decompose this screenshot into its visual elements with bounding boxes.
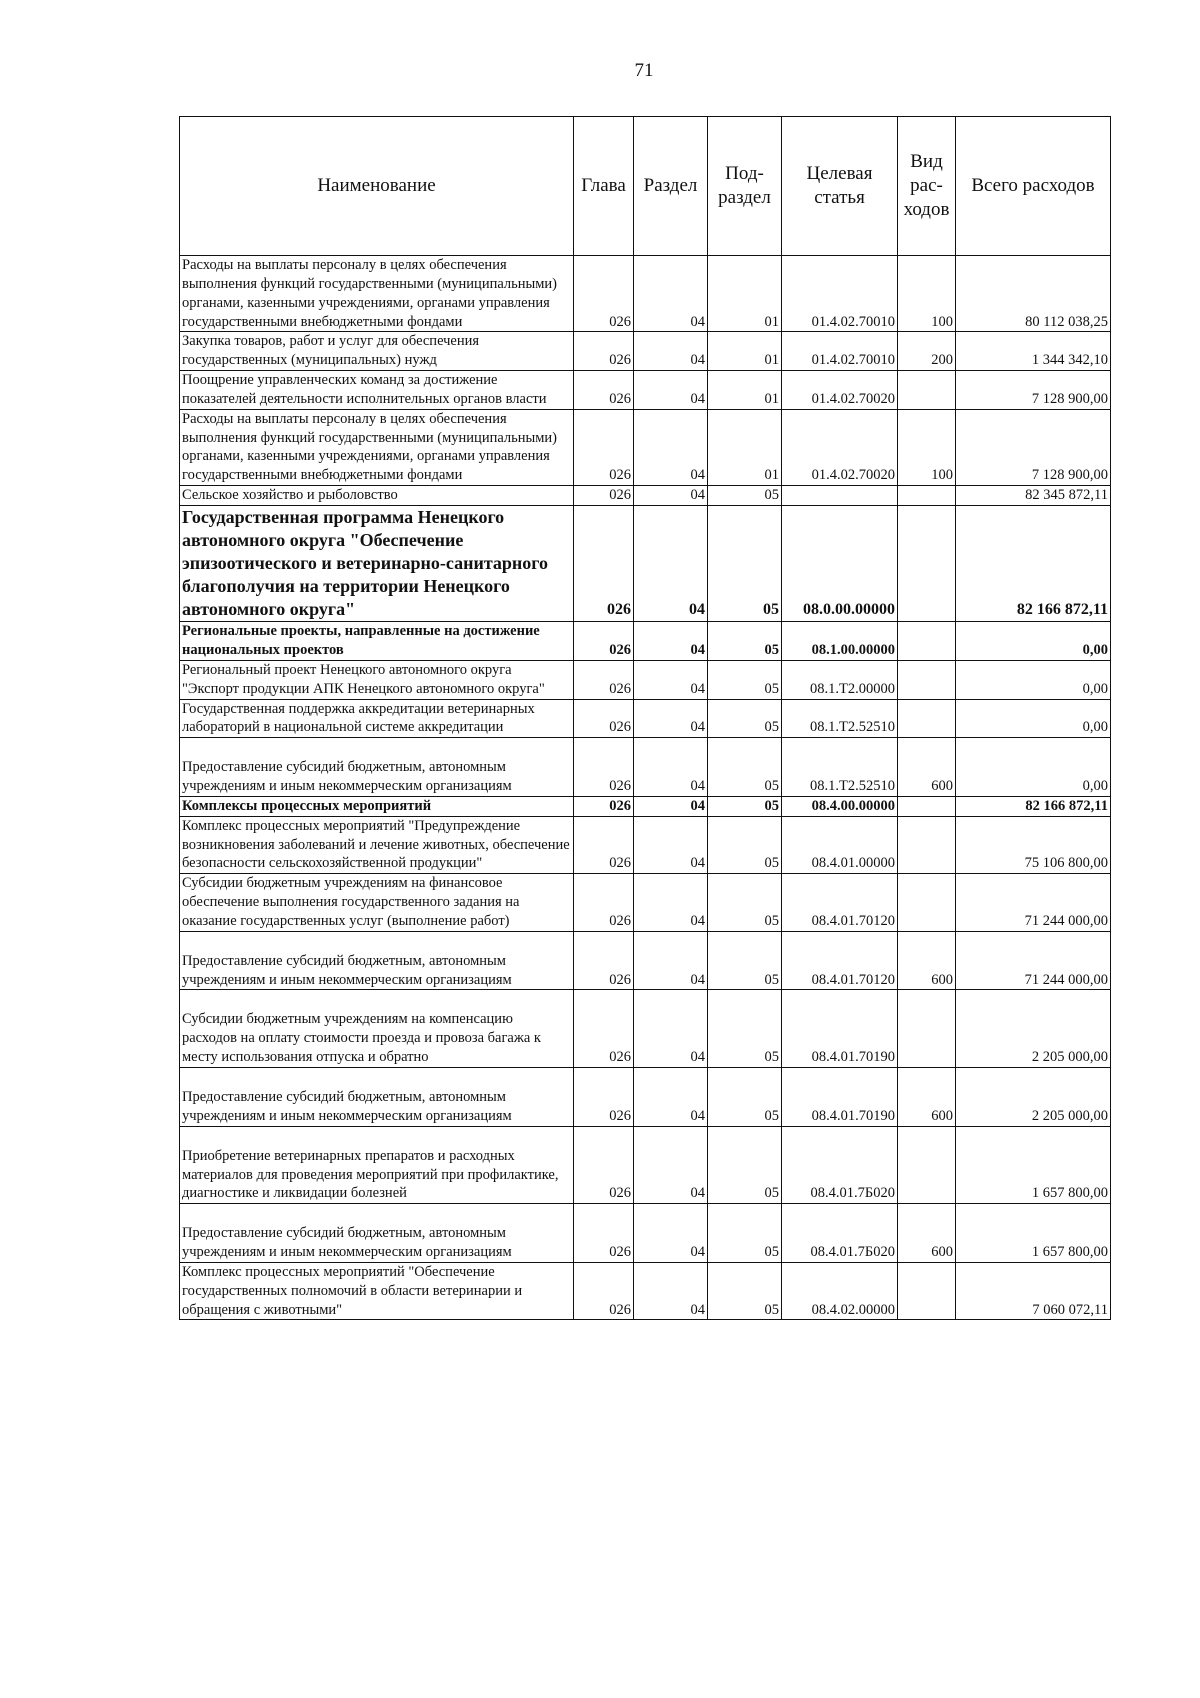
row-name: Предоставление субсидий бюджетным, автономным учреждениям и иным некоммерческим организациям (180, 931, 574, 990)
row-name: Предоставление субсидий бюджетным, автономным учреждениям и иным некоммерческим организациям (180, 1204, 574, 1263)
row-statya: 08.0.00.00000 (782, 505, 898, 621)
row-vid: 200 (898, 332, 956, 371)
budget-table (179, 116, 1111, 1320)
row-glava: 026 (574, 874, 634, 932)
row-razdel: 04 (634, 816, 708, 874)
row-total: 2 205 000,00 (956, 1068, 1111, 1127)
row-razdel: 04 (634, 371, 708, 410)
row-razdel: 04 (634, 990, 708, 1068)
row-podrazdel: 05 (708, 660, 782, 699)
row-name: Субсидии бюджетным учреждениям на компенсацию расходов на оплату стоимости проезда и провоза багажа к месту использования отпуска и обратно (180, 990, 574, 1068)
header-total-label: Всего расходов (971, 175, 1095, 197)
row-glava: 026 (574, 931, 634, 990)
row-razdel: 04 (634, 256, 708, 332)
row-glava: 026 (574, 1126, 634, 1204)
row-podrazdel: 05 (708, 1262, 782, 1320)
row-statya (782, 486, 898, 506)
row-statya: 08.1.Т2.52510 (782, 738, 898, 797)
row-razdel: 04 (634, 796, 708, 816)
table-row (180, 1262, 1111, 1320)
row-name: Субсидии бюджетным учреждениям на финансовое обеспечение выполнения государственного задания на оказание государственных услуг (выполнение работ) (180, 874, 574, 932)
row-vid (898, 1262, 956, 1320)
row-name: Поощрение управленческих команд за достижение показателей деятельности исполнительных органов власти (180, 371, 574, 410)
row-total: 82 345 872,11 (956, 486, 1111, 506)
row-vid (898, 796, 956, 816)
table-row (180, 486, 1111, 506)
row-total: 82 166 872,11 (956, 505, 1111, 621)
header-vid-label: Вид рас- ходов (903, 151, 950, 220)
row-statya: 08.4.01.70190 (782, 1068, 898, 1127)
row-total: 7 060 072,11 (956, 1262, 1111, 1320)
header-glava (574, 117, 634, 256)
table-row (180, 1068, 1111, 1127)
table-row (180, 1126, 1111, 1204)
row-statya: 08.1.00.00000 (782, 622, 898, 661)
row-podrazdel: 05 (708, 738, 782, 797)
table-row (180, 371, 1111, 410)
row-vid (898, 622, 956, 661)
header-glava-label: Глава (581, 175, 626, 197)
row-vid: 600 (898, 1068, 956, 1127)
row-podrazdel: 05 (708, 796, 782, 816)
row-razdel: 04 (634, 1262, 708, 1320)
row-razdel: 04 (634, 660, 708, 699)
table-row (180, 990, 1111, 1068)
row-statya: 08.4.01.7Б020 (782, 1204, 898, 1263)
table-row (180, 796, 1111, 816)
header-statya-label: Целевая статья (806, 163, 873, 208)
row-name: Расходы на выплаты персоналу в целях обеспечения выполнения функций государственными (муниципальными) органами, казенными учреждениями, органами управления государственными внебюджетными фондами (180, 256, 574, 332)
row-total: 0,00 (956, 622, 1111, 661)
table-row (180, 505, 1111, 621)
row-podrazdel: 05 (708, 874, 782, 932)
row-podrazdel: 01 (708, 256, 782, 332)
row-podrazdel: 05 (708, 699, 782, 738)
row-glava: 026 (574, 486, 634, 506)
row-statya: 08.4.01.00000 (782, 816, 898, 874)
row-vid: 600 (898, 1204, 956, 1263)
table-row (180, 874, 1111, 932)
header-podrazdel (708, 117, 782, 256)
row-glava: 026 (574, 816, 634, 874)
table-row (180, 816, 1111, 874)
row-glava: 026 (574, 990, 634, 1068)
row-total: 0,00 (956, 660, 1111, 699)
header-razdel (634, 117, 708, 256)
row-glava: 026 (574, 699, 634, 738)
row-podrazdel: 05 (708, 1204, 782, 1263)
row-razdel: 04 (634, 1126, 708, 1204)
row-vid (898, 660, 956, 699)
row-vid: 600 (898, 738, 956, 797)
row-glava: 026 (574, 660, 634, 699)
row-total: 75 106 800,00 (956, 816, 1111, 874)
header-name (180, 117, 574, 256)
row-vid (898, 371, 956, 410)
row-statya: 08.4.01.70120 (782, 874, 898, 932)
row-podrazdel: 05 (708, 816, 782, 874)
row-vid: 600 (898, 931, 956, 990)
row-total: 71 244 000,00 (956, 874, 1111, 932)
header-podrazdel-label: Под- раздел (718, 163, 771, 208)
row-total: 80 112 038,25 (956, 256, 1111, 332)
row-total: 0,00 (956, 738, 1111, 797)
table-row (180, 1204, 1111, 1263)
row-name: Региональный проект Ненецкого автономного округа "Экспорт продукции АПК Ненецкого автономного округа" (180, 660, 574, 699)
row-razdel: 04 (634, 505, 708, 621)
row-statya: 08.4.01.7Б020 (782, 1126, 898, 1204)
row-vid (898, 1126, 956, 1204)
table-row (180, 409, 1111, 485)
row-total: 7 128 900,00 (956, 371, 1111, 410)
row-statya: 08.4.01.70120 (782, 931, 898, 990)
row-glava: 026 (574, 505, 634, 621)
row-name: Предоставление субсидий бюджетным, автономным учреждениям и иным некоммерческим организациям (180, 1068, 574, 1127)
row-razdel: 04 (634, 874, 708, 932)
row-name: Сельское хозяйство и рыболовство (180, 486, 574, 506)
table-row (180, 931, 1111, 990)
row-podrazdel: 01 (708, 332, 782, 371)
row-razdel: 04 (634, 332, 708, 371)
row-glava: 026 (574, 371, 634, 410)
row-razdel: 04 (634, 1068, 708, 1127)
row-glava: 026 (574, 409, 634, 485)
row-podrazdel: 05 (708, 931, 782, 990)
row-statya: 08.4.02.00000 (782, 1262, 898, 1320)
page-number: 71 (634, 60, 654, 81)
row-statya: 01.4.02.70020 (782, 371, 898, 410)
row-podrazdel: 05 (708, 1126, 782, 1204)
table-row (180, 256, 1111, 332)
row-vid (898, 505, 956, 621)
header-vid (898, 117, 956, 256)
header-statya (782, 117, 898, 256)
row-glava: 026 (574, 1262, 634, 1320)
row-podrazdel: 05 (708, 486, 782, 506)
table-row (180, 622, 1111, 661)
row-statya: 01.4.02.70010 (782, 332, 898, 371)
row-statya: 01.4.02.70020 (782, 409, 898, 485)
row-podrazdel: 01 (708, 409, 782, 485)
table-header (180, 117, 1111, 256)
row-total: 71 244 000,00 (956, 931, 1111, 990)
row-name: Приобретение ветеринарных препаратов и расходных материалов для проведения мероприятий при профилактике, диагностике и ликвидации болезней (180, 1126, 574, 1204)
row-razdel: 04 (634, 1204, 708, 1263)
header-total (956, 117, 1111, 256)
row-name: Государственная программа Ненецкого автономного округа "Обеспечение эпизоотического и ветеринарно-санитарного благополучия на территории Ненецкого автономного округа" (180, 505, 574, 621)
table-body (180, 256, 1111, 1320)
row-total: 7 128 900,00 (956, 409, 1111, 485)
row-vid (898, 699, 956, 738)
header-name-label: Наименование (317, 175, 436, 197)
row-vid (898, 486, 956, 506)
row-razdel: 04 (634, 931, 708, 990)
row-glava: 026 (574, 738, 634, 797)
row-total: 0,00 (956, 699, 1111, 738)
row-glava: 026 (574, 1068, 634, 1127)
row-razdel: 04 (634, 699, 708, 738)
row-glava: 026 (574, 796, 634, 816)
row-total: 1 344 342,10 (956, 332, 1111, 371)
row-name: Комплекс процессных мероприятий "Обеспечение государственных полномочий в области ветеринарии и обращения с животными" (180, 1262, 574, 1320)
row-razdel: 04 (634, 738, 708, 797)
row-vid: 100 (898, 256, 956, 332)
row-total: 2 205 000,00 (956, 990, 1111, 1068)
row-statya: 08.4.01.70190 (782, 990, 898, 1068)
row-name: Региональные проекты, направленные на достижение национальных проектов (180, 622, 574, 661)
row-name: Комплекс процессных мероприятий "Предупреждение возникновения заболеваний и лечение животных, обеспечение безопасности сельскохозяйственной продукции" (180, 816, 574, 874)
row-name: Государственная поддержка аккредитации ветеринарных лабораторий в национальной системе аккредитации (180, 699, 574, 738)
row-statya: 01.4.02.70010 (782, 256, 898, 332)
row-name: Предоставление субсидий бюджетным, автономным учреждениям и иным некоммерческим организациям (180, 738, 574, 797)
table-row (180, 699, 1111, 738)
row-podrazdel: 01 (708, 371, 782, 410)
row-vid: 100 (898, 409, 956, 485)
row-total: 82 166 872,11 (956, 796, 1111, 816)
row-podrazdel: 05 (708, 505, 782, 621)
row-podrazdel: 05 (708, 622, 782, 661)
row-vid (898, 816, 956, 874)
table-row (180, 332, 1111, 371)
row-podrazdel: 05 (708, 990, 782, 1068)
row-total: 1 657 800,00 (956, 1126, 1111, 1204)
row-name: Закупка товаров, работ и услуг для обеспечения государственных (муниципальных) нужд (180, 332, 574, 371)
header-razdel-label: Раздел (643, 175, 698, 197)
row-glava: 026 (574, 332, 634, 371)
row-glava: 026 (574, 622, 634, 661)
row-statya: 08.1.Т2.00000 (782, 660, 898, 699)
table-row (180, 660, 1111, 699)
row-podrazdel: 05 (708, 1068, 782, 1127)
row-name: Расходы на выплаты персоналу в целях обеспечения выполнения функций государственными (муниципальными) органами, казенными учреждениями, органами управления государственными внебюджетными фондами (180, 409, 574, 485)
row-razdel: 04 (634, 622, 708, 661)
row-statya: 08.4.00.00000 (782, 796, 898, 816)
row-glava: 026 (574, 256, 634, 332)
row-vid (898, 990, 956, 1068)
row-statya: 08.1.Т2.52510 (782, 699, 898, 738)
row-razdel: 04 (634, 486, 708, 506)
row-vid (898, 874, 956, 932)
row-glava: 026 (574, 1204, 634, 1263)
row-total: 1 657 800,00 (956, 1204, 1111, 1263)
table-row (180, 738, 1111, 797)
row-name: Комплексы процессных мероприятий (180, 796, 574, 816)
row-razdel: 04 (634, 409, 708, 485)
